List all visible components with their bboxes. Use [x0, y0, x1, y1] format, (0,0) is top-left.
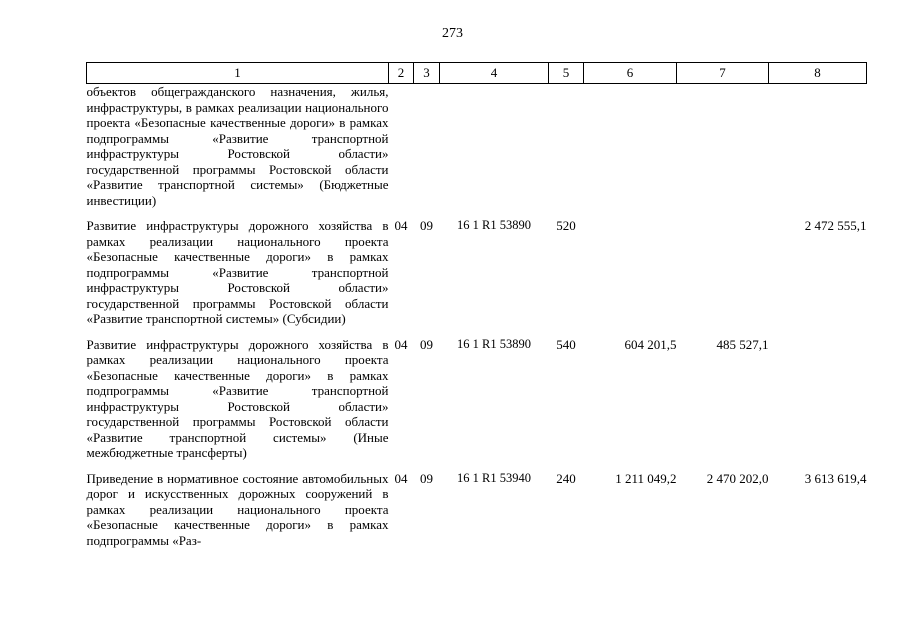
row-expense-type	[549, 84, 584, 219]
row-target-code: 16 1 R1 53940	[457, 470, 531, 485]
table-row	[87, 218, 867, 337]
row-amount-col7	[677, 218, 769, 337]
row-section: 04	[394, 218, 408, 233]
header-col-3: 3	[414, 63, 440, 84]
row-description: Развитие инфраструктуры дорожного хозяйства в рамках реализации национального проекта «Безопасные качественные дороги» в рамках подпрограммы «Развитие транспортной инфраструктуры Ростовской области» государственной программы Ростовской области «Развитие транспортной системы» (Иные межбюджетные трансферты)	[86, 336, 389, 460]
budget-table	[86, 62, 867, 558]
row-target-code	[440, 84, 549, 219]
row-target-code: 16 1 R1 53890	[457, 218, 531, 232]
row-subsection	[414, 84, 440, 219]
table-header	[87, 63, 867, 84]
header-col-6: 6	[584, 63, 677, 84]
header-col-4: 4	[440, 63, 549, 84]
row-subsection: 09	[420, 218, 433, 233]
row-amount-col7: 485 527,1	[716, 336, 769, 352]
row-description: объектов общегражданского назначения, жилья, инфраструктуры, в рамках реализации национального проекта «Безопасные качественные дороги» в рамках подпрограммы «Развитие транспортной инфраструктуры Ростовской области» государственной программы Ростовской области «Развитие транспортной системы» (Бюджетные инвестиции)	[86, 84, 389, 208]
row-subsection: 09	[420, 470, 433, 486]
row-target-code: 16 1 R1 53890	[457, 336, 531, 351]
row-amount-col6: 1 211 049,2	[615, 470, 677, 486]
page-number: 273	[442, 26, 463, 41]
row-subsection: 09	[420, 336, 433, 352]
row-amount-col7: 2 470 202,0	[706, 470, 769, 486]
header-row	[87, 63, 867, 84]
table-body	[87, 84, 867, 559]
header-col-2: 2	[389, 63, 414, 84]
row-amount-col8: 2 472 555,1	[804, 218, 867, 233]
header-col-5: 5	[549, 63, 584, 84]
row-section	[389, 84, 414, 219]
table-row	[87, 337, 867, 471]
row-expense-type: 540	[556, 336, 576, 352]
row-amount-col8: 3 613 619,4	[804, 470, 867, 486]
row-description: Развитие инфраструктуры дорожного хозяйства в рамках реализации национального проекта «Безопасные качественные дороги» в рамках подпрограммы «Развитие транспортной инфраструктуры Ростовской области» государственной программы Ростовской области «Развитие транспортной системы» (Субсидии)	[86, 218, 389, 326]
row-amount-col6: 604 201,5	[624, 336, 677, 352]
row-expense-type: 240	[556, 470, 576, 486]
header-col-8: 8	[769, 63, 867, 84]
row-section: 04	[394, 470, 408, 486]
table-row	[87, 471, 867, 559]
header-col-1: 1	[87, 63, 389, 84]
row-amount-col7	[677, 84, 769, 219]
header-col-7: 7	[677, 63, 769, 84]
table-row	[87, 84, 867, 219]
row-amount-col6	[584, 84, 677, 219]
row-expense-type: 520	[556, 218, 576, 233]
row-section: 04	[394, 336, 408, 352]
row-amount-col8	[769, 84, 867, 219]
row-amount-col8	[769, 337, 867, 471]
row-description: Приведение в нормативное состояние автомобильных дорог и искусственных дорожных сооружений в рамках реализации национального проекта «Безопасные качественные дороги» в рамках подпрограммы «Раз-	[86, 470, 389, 548]
row-amount-col6	[584, 218, 677, 337]
